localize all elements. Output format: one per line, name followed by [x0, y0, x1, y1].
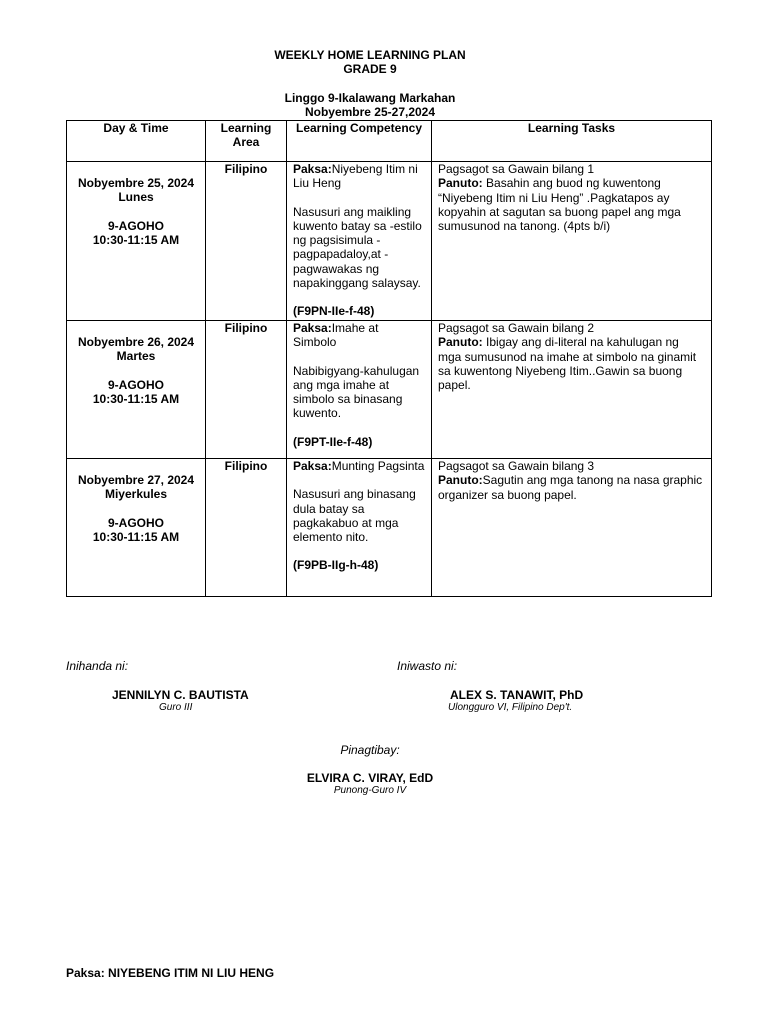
learning-task-cell	[432, 321, 712, 459]
column-header: Day & Time	[67, 121, 206, 162]
task-title: Pagsagot sa Gawain bilang 2	[438, 321, 595, 335]
row-time: 10:30-11:15 AM	[92, 232, 180, 247]
column-header: Learning Competency	[287, 121, 432, 162]
topic-label: Paksa:	[293, 459, 332, 473]
grade-level: GRADE 9	[343, 62, 397, 76]
prepared-by-label: Inihanda ni:	[66, 659, 129, 673]
week-label: Linggo 9-Ikalawang Markahan	[284, 91, 456, 105]
checked-by-name: ALEX S. TANAWIT, PhD	[450, 688, 584, 702]
topic-text: Niyebeng Itim ni Liu Heng	[293, 162, 418, 191]
checked-by-title: Ulongguro VI, Filipino Dep't.	[448, 702, 573, 713]
topic-label: Paksa:	[293, 162, 332, 176]
day-time-cell	[67, 162, 206, 321]
instruction-text: Ibigay ang di-literal na kahulugan ng mga sumusunod na imahe at simbolo na ginamit sa kuwentong Niyebeng Itim..Gawin sa buong papel.	[438, 335, 697, 393]
task-title: Pagsagot sa Gawain bilang 1	[438, 162, 595, 176]
approved-by-label: Pinagtibay:	[340, 743, 400, 757]
row-date: Nobyembre 25, 2024	[77, 176, 195, 190]
row-section: 9-AGOHO	[107, 218, 164, 233]
competency-cell	[287, 162, 432, 321]
row-section: 9-AGOHO	[107, 377, 164, 392]
instruction-label: Panuto:	[438, 176, 483, 191]
competency-text: Nasusuri ang binasang dula batay sa pagkakabuo at mga elemento nito.	[293, 487, 416, 545]
competency-text: Nasusuri ang maikling kuwento batay sa -estilo ng pagsisimula -pagpapadaloy,at -pagwawakas ng napakinggang salaysay.	[293, 204, 422, 291]
footer-topic: Paksa: NIYEBENG ITIM NI LIU HENG	[66, 966, 275, 980]
instruction-text: Basahin ang buod ng kuwentong “Niyebeng Itim ni Liu Heng” .Pagkatapos ay kopyahin at sagutan sa buong papel ang mga sumusunod na tanong. (4pts b/i)	[438, 176, 681, 234]
learning-task-cell	[432, 162, 712, 321]
row-time: 10:30-11:15 AM	[92, 529, 180, 544]
learning-task-cell	[432, 459, 712, 597]
competency-text: Nabibigyang-kahulugan ang mga imahe at simbolo sa binasang kuwento.	[293, 363, 420, 421]
learning-area-cell: Filipino	[206, 459, 287, 597]
instruction-label: Panuto:	[438, 473, 483, 488]
document-title: WEEKLY HOME LEARNING PLAN	[274, 48, 466, 62]
prepared-by-name: JENNILYN C. BAUTISTA	[112, 688, 249, 702]
row-time: 10:30-11:15 AM	[92, 391, 180, 406]
competency-code: (F9PN-IIe-f-48)	[293, 304, 375, 319]
day-time-cell	[67, 321, 206, 459]
row-day: Miyerkules	[104, 487, 168, 502]
instruction-text: Sagutin ang mga tanong na nasa graphic organizer sa buong papel.	[438, 473, 703, 502]
prepared-by-title: Guro III	[159, 702, 193, 713]
competency-cell	[287, 459, 432, 597]
table-row	[67, 459, 712, 597]
row-date: Nobyembre 27, 2024	[77, 473, 195, 487]
instruction-label: Panuto:	[438, 335, 483, 350]
approved-by-name: ELVIRA C. VIRAY, EdD	[306, 771, 434, 785]
row-day: Lunes	[118, 190, 154, 205]
row-section: 9-AGOHO	[107, 515, 164, 530]
approved-by-title: Punong-Guro IV	[333, 785, 407, 796]
learning-plan-table	[66, 120, 712, 597]
topic-text: Munting Pagsinta	[331, 459, 425, 473]
table-header-row	[67, 121, 712, 162]
table-row	[67, 321, 712, 459]
competency-code: (F9PB-IIg-h-48)	[293, 558, 379, 573]
learning-area-cell: Filipino	[206, 162, 287, 321]
table-row	[67, 162, 712, 321]
competency-cell	[287, 321, 432, 459]
topic-label: Paksa:	[293, 321, 332, 335]
task-title: Pagsagot sa Gawain bilang 3	[438, 459, 595, 473]
row-day: Martes	[116, 349, 156, 364]
row-date: Nobyembre 26, 2024	[77, 335, 195, 349]
topic-text: Imahe at Simbolo	[293, 321, 379, 350]
day-time-cell	[67, 459, 206, 597]
learning-area-cell: Filipino	[206, 321, 287, 459]
date-range: Nobyembre 25-27,2024	[304, 105, 436, 119]
column-header: Learning Area	[206, 121, 287, 162]
checked-by-label: Iniwasto ni:	[397, 659, 458, 673]
column-header: Learning Tasks	[432, 121, 712, 162]
competency-code: (F9PT-IIe-f-48)	[293, 434, 373, 449]
